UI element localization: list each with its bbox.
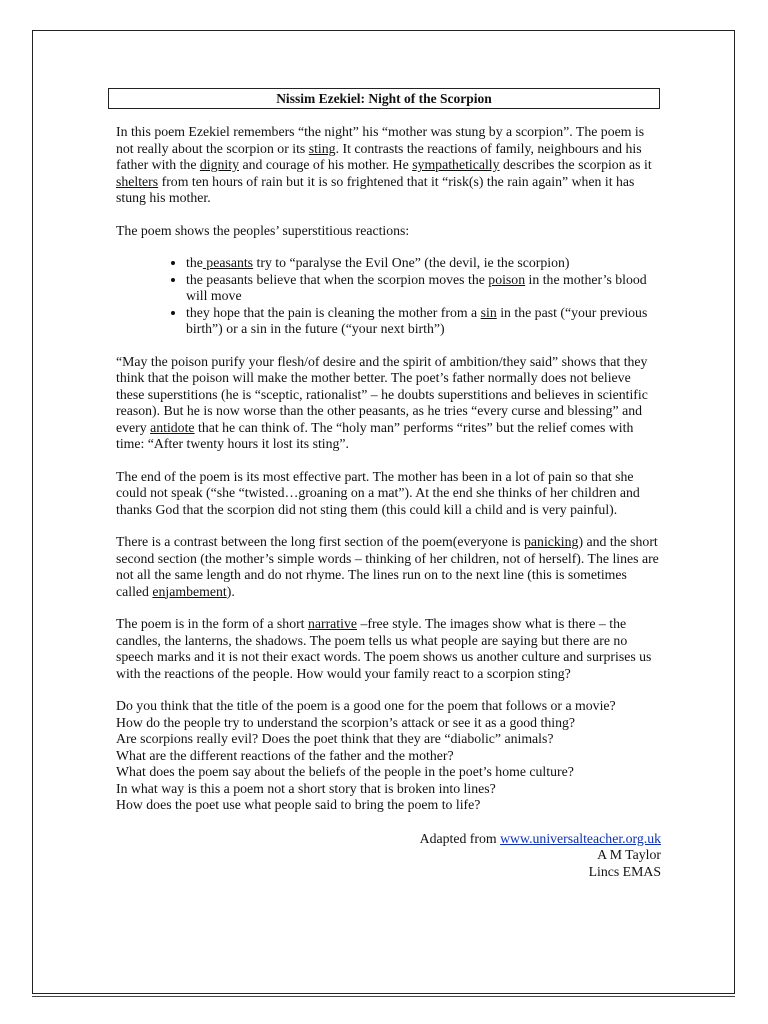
list-item — [186, 272, 661, 305]
text: the peasants believe that when the scorpion moves the — [186, 271, 489, 287]
paragraph-intro — [116, 124, 661, 207]
text: describes the scorpion as it — [499, 157, 652, 172]
question-list — [116, 698, 661, 814]
text: In this poem Ezekiel remembers “the night” his “mother was stung by a scorpion”. The poem is not really about the scorpion or its — [116, 124, 645, 156]
underlined-word: shelters — [116, 173, 159, 189]
text: the — [186, 255, 203, 270]
text: The poem is in the form of a short — [116, 616, 308, 631]
text: they hope that the pain is cleaning the mother from a — [186, 304, 481, 320]
text: ). — [226, 583, 235, 599]
text: in the past (“your previous birth”) or a sin in the future (“your next birth”) — [186, 304, 648, 336]
paragraph-superstitions: The poem shows the peoples’ superstitious reactions: — [116, 222, 410, 238]
document-title: Nissim Ezekiel: Night of the Scorpion — [108, 88, 660, 109]
text: try to “paralyse the Evil One” (the devil, ie the scorpion) — [253, 255, 570, 270]
bullet-list — [116, 255, 661, 338]
text: “May the poison purify your flesh/of desire and the spirit of ambition/they said” shows that they think that the poison will make the mother better. The poet’s father normally does not believe these superstitions (he is “sceptic, rationalist” – he doubts superstitions and believes in scientific reason). But he is now worse than the other peasants, as he tries “every curse and blessing” and every — [116, 353, 648, 435]
question: How do the people try to understand the scorpion’s attack or see it as a good thing? — [116, 714, 576, 730]
text: . It contrasts the reactions of family, neighbours and his father with the — [116, 140, 642, 172]
list-item — [186, 305, 661, 338]
bottom-rule — [32, 996, 735, 997]
adapted-from-line — [116, 831, 661, 848]
list-item — [186, 255, 661, 272]
underlined-word: sympathetically — [412, 157, 500, 172]
question: What does the poem say about the beliefs of the people in the poet’s home culture? — [116, 764, 574, 779]
underlined-word: sting — [308, 140, 336, 156]
question: In what way is this a poem not a short story that is broken into lines? — [116, 780, 496, 796]
document-body — [116, 124, 661, 880]
paragraph-narrative — [116, 616, 661, 682]
underlined-word: peasants — [202, 255, 254, 270]
paragraph-poison — [116, 354, 661, 453]
author: A M Taylor — [597, 847, 661, 862]
underlined-word: poison — [488, 271, 526, 287]
question: How does the poet use what people said to bring the poem to life? — [116, 797, 481, 812]
text: –free style. The images show what is there – the candles, the lanterns, the shadows. The poem tells us what people are saying but there are no speech marks and it is not their exact words. The poem shows us another culture and surprises us with the reactions of the people. How would your family react to a scorpion sting? — [116, 616, 652, 681]
underlined-word: enjambement — [152, 583, 227, 599]
source-link[interactable]: www.universalteacher.org.uk — [500, 830, 661, 846]
text: and courage of his mother. He — [239, 157, 413, 172]
underlined-word: dignity — [199, 157, 239, 172]
underlined-word: sin — [480, 304, 497, 320]
underlined-word: narrative — [307, 616, 357, 631]
question: Are scorpions really evil? Does the poet think that they are “diabolic” animals? — [116, 731, 554, 746]
paragraph-contrast — [116, 534, 661, 600]
underlined-word: antidote — [150, 419, 195, 435]
text: that he can think of. The “holy man” performs “rites” but the relief comes with time: “After twenty hours it lost its sting”. — [116, 419, 634, 451]
organisation: Lincs EMAS — [588, 863, 661, 879]
text: from ten hours of rain but it is so frightened that it “risk(s) the rain again” when it has stung his mother. — [116, 173, 635, 205]
question: Do you think that the title of the poem is a good one for the poem that follows or a movie? — [116, 698, 616, 713]
text: ) and the short second section (the mother’s simple words – thinking of her children, not of herself). The lines are not all the same length and do not rhyme. The lines run on to the next line (this is sometimes called — [116, 534, 659, 599]
credits — [116, 831, 661, 881]
text: in the mother’s blood will move — [186, 271, 647, 303]
text: Adapted from — [419, 830, 501, 846]
paragraph-ending: The end of the poem is its most effective part. The mother has been in a lot of pain so that she could not speak (“she “twisted…groaning on a mat”). At the end she thinks of her children and thanks God that the scorpion did not sting them (this could kill a child and is very painful). — [116, 468, 640, 517]
question: What are the different reactions of the father and the mother? — [116, 747, 454, 763]
underlined-word: panicking — [524, 534, 579, 549]
text: There is a contrast between the long first section of the poem(everyone is — [116, 534, 525, 549]
